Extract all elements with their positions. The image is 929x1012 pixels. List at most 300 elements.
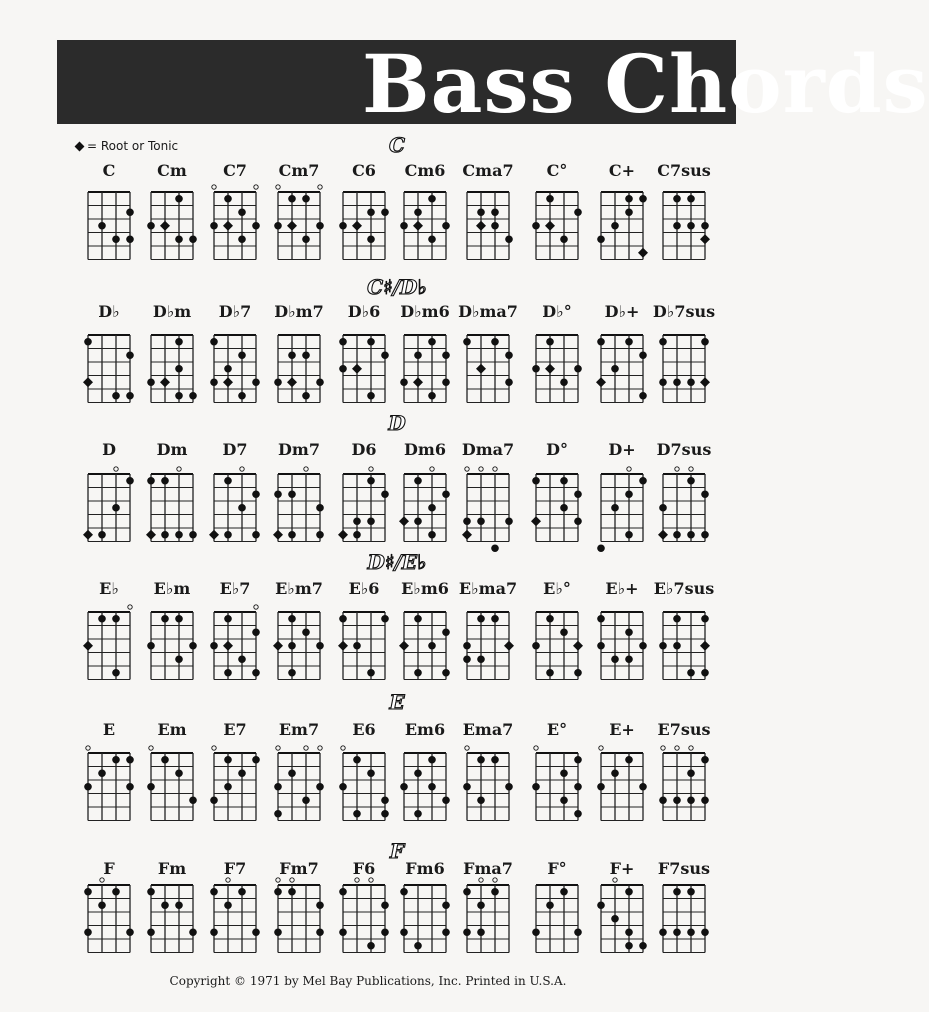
open-string-marker (318, 185, 322, 189)
finger-dot (400, 888, 408, 896)
finger-dot (687, 796, 695, 804)
root-diamond (399, 516, 409, 526)
root-diamond (531, 516, 541, 526)
chord-name: F (103, 859, 115, 878)
chord-name: Fm6 (405, 859, 445, 878)
open-string-marker (341, 746, 345, 750)
chord-diagram (461, 875, 515, 961)
finger-dot (701, 669, 709, 677)
open-string-marker (369, 878, 373, 882)
chord-diagram (595, 325, 649, 411)
finger-dot (491, 222, 499, 230)
root-diamond (273, 530, 283, 540)
finger-dot (339, 338, 347, 346)
chord-name: F+ (609, 859, 635, 878)
chord-name: Cm6 (404, 161, 446, 180)
finger-dot (112, 392, 120, 400)
finger-dot (414, 769, 422, 777)
open-string-marker (254, 185, 258, 189)
finger-dot (224, 756, 232, 764)
chord-diagram (145, 325, 199, 411)
chord-diagram (272, 743, 326, 829)
finger-dot (381, 901, 389, 909)
finger-dot (639, 783, 647, 791)
finger-dot (147, 642, 155, 650)
finger-dot (442, 796, 450, 804)
finger-dot (84, 338, 92, 346)
finger-dot (98, 901, 106, 909)
root-diamond (476, 364, 486, 374)
finger-dot (112, 504, 120, 512)
finger-dot (316, 901, 324, 909)
chord-name: D♭ma7 (458, 302, 518, 321)
chord-diagram (530, 875, 584, 961)
chord-name: E♭6 (348, 579, 380, 598)
chord-name: C° (546, 161, 568, 180)
finger-dot (546, 615, 554, 623)
finger-dot (574, 208, 582, 216)
finger-dot (546, 338, 554, 346)
finger-dot (353, 810, 361, 818)
chord-name: C (102, 161, 116, 180)
chord-name: E♭+ (605, 579, 639, 598)
root-diamond (658, 530, 668, 540)
finger-dot (367, 517, 375, 525)
finger-dot (189, 531, 197, 539)
finger-dot (252, 490, 260, 498)
chord-diagram (82, 875, 136, 961)
finger-dot (560, 378, 568, 386)
open-string-marker (254, 605, 258, 609)
chord-diagram (145, 743, 199, 829)
chord-diagram (337, 875, 391, 961)
chord-name: E7sus (657, 720, 711, 739)
chord-name: D♭+ (604, 302, 640, 321)
finger-dot (400, 928, 408, 936)
chord-diagram (272, 464, 326, 550)
open-string-marker (290, 878, 294, 882)
finger-dot (560, 235, 568, 243)
finger-dot (238, 351, 246, 359)
finger-dot (274, 888, 282, 896)
finger-dot (414, 810, 422, 818)
section-title: D♯/E♭ (367, 550, 427, 574)
finger-dot (161, 901, 169, 909)
open-string-marker (479, 467, 483, 471)
finger-dot (673, 888, 681, 896)
chord-diagram (82, 743, 136, 829)
finger-dot (442, 378, 450, 386)
finger-dot (428, 783, 436, 791)
finger-dot (625, 655, 633, 663)
finger-dot (147, 928, 155, 936)
chord-name: C6 (352, 161, 376, 180)
finger-dot (560, 769, 568, 777)
finger-dot (238, 888, 246, 896)
finger-dot (625, 490, 633, 498)
finger-dot (442, 901, 450, 909)
open-string-marker (240, 467, 244, 471)
finger-dot (274, 928, 282, 936)
open-string-marker (493, 878, 497, 882)
chord-name: E♭7 (219, 579, 251, 598)
open-string-marker (212, 185, 216, 189)
finger-dot (687, 888, 695, 896)
finger-dot (701, 928, 709, 936)
chord-diagram (398, 875, 452, 961)
finger-dot (210, 928, 218, 936)
finger-dot (175, 769, 183, 777)
root-diamond (700, 377, 710, 387)
open-string-marker (479, 878, 483, 882)
finger-dot (574, 669, 582, 677)
open-string-marker (675, 467, 679, 471)
finger-dot (112, 615, 120, 623)
finger-dot (463, 642, 471, 650)
open-string-marker (318, 746, 322, 750)
chord-name: D♭ (98, 302, 120, 321)
finger-dot (238, 769, 246, 777)
finger-dot (274, 222, 282, 230)
finger-dot (288, 888, 296, 896)
finger-dot (477, 208, 485, 216)
chord-diagram (272, 602, 326, 688)
finger-dot (210, 888, 218, 896)
chord-diagram (530, 743, 584, 829)
finger-dot (175, 655, 183, 663)
chord-diagram (461, 464, 515, 550)
chord-name: D♭m (152, 302, 192, 321)
finger-dot (639, 477, 647, 485)
root-diamond-icon (75, 141, 85, 151)
finger-dot (532, 222, 540, 230)
finger-dot (611, 655, 619, 663)
chord-diagram (145, 875, 199, 961)
finger-dot (611, 365, 619, 373)
finger-dot (611, 915, 619, 923)
finger-dot (224, 615, 232, 623)
finger-dot (701, 756, 709, 764)
finger-dot (175, 338, 183, 346)
finger-dot (288, 769, 296, 777)
finger-dot (701, 222, 709, 230)
finger-dot (597, 338, 605, 346)
finger-dot (112, 756, 120, 764)
finger-dot (84, 888, 92, 896)
finger-dot (428, 338, 436, 346)
finger-dot (574, 365, 582, 373)
root-diamond (545, 364, 555, 374)
chord-name: D6 (351, 440, 377, 459)
finger-dot (381, 928, 389, 936)
chord-name: Fm (157, 859, 187, 878)
chord-name: D♭m6 (400, 302, 450, 321)
chord-diagram (337, 464, 391, 550)
finger-dot (238, 235, 246, 243)
finger-dot (532, 928, 540, 936)
root-diamond (83, 530, 93, 540)
finger-dot (491, 756, 499, 764)
chord-diagram (657, 325, 711, 411)
finger-dot (673, 378, 681, 386)
root-diamond (160, 221, 170, 231)
finger-dot (414, 208, 422, 216)
chord-diagram (595, 182, 649, 268)
finger-dot (316, 378, 324, 386)
finger-dot (463, 655, 471, 663)
finger-dot (189, 392, 197, 400)
chord-diagram (595, 743, 649, 829)
finger-dot (477, 615, 485, 623)
finger-dot (597, 901, 605, 909)
finger-dot (252, 756, 260, 764)
finger-dot (126, 928, 134, 936)
chord-name: Cma7 (462, 161, 514, 180)
open-string-marker (675, 746, 679, 750)
finger-dot (210, 642, 218, 650)
finger-dot (687, 531, 695, 539)
chord-name: E° (546, 720, 568, 739)
finger-dot (491, 338, 499, 346)
finger-dot (701, 490, 709, 498)
open-string-marker (149, 746, 153, 750)
root-diamond (413, 377, 423, 387)
finger-dot (442, 490, 450, 498)
finger-dot (560, 504, 568, 512)
chord-name: Em (157, 720, 187, 739)
root-diamond (462, 530, 472, 540)
finger-dot (574, 810, 582, 818)
chord-name: D (102, 440, 116, 459)
finger-dot (400, 783, 408, 791)
finger-dot (367, 942, 375, 950)
chord-diagram (657, 464, 711, 550)
finger-dot (477, 655, 485, 663)
chord-diagram (337, 602, 391, 688)
finger-dot (381, 615, 389, 623)
chord-name: E♭7sus (653, 579, 715, 598)
finger-dot (477, 901, 485, 909)
finger-dot (126, 392, 134, 400)
chord-diagram (657, 743, 711, 829)
finger-dot (288, 195, 296, 203)
finger-dot (210, 378, 218, 386)
finger-dot (491, 888, 499, 896)
finger-dot (161, 756, 169, 764)
chord-diagram (82, 325, 136, 411)
finger-dot (428, 235, 436, 243)
finger-dot (428, 531, 436, 539)
finger-dot (659, 928, 667, 936)
chord-name: E♭ma7 (458, 579, 518, 598)
finger-dot (428, 642, 436, 650)
open-string-marker (355, 878, 359, 882)
open-string-marker (430, 467, 434, 471)
finger-dot (238, 392, 246, 400)
section-title: D (388, 411, 406, 435)
finger-dot (687, 669, 695, 677)
finger-dot (560, 628, 568, 636)
finger-dot (625, 928, 633, 936)
root-diamond (399, 641, 409, 651)
finger-dot (274, 490, 282, 498)
finger-dot (274, 378, 282, 386)
finger-dot (98, 531, 106, 539)
finger-dot (574, 490, 582, 498)
finger-dot (367, 235, 375, 243)
finger-dot (673, 928, 681, 936)
finger-dot (701, 338, 709, 346)
chord-diagram (530, 602, 584, 688)
finger-dot (339, 928, 347, 936)
root-diamond (596, 377, 606, 387)
finger-dot (491, 208, 499, 216)
open-string-marker (689, 467, 693, 471)
finger-dot (625, 888, 633, 896)
finger-dot (84, 783, 92, 791)
chord-diagram (657, 602, 711, 688)
finger-dot (625, 942, 633, 950)
open-string-marker (304, 746, 308, 750)
root-diamond (209, 530, 219, 540)
finger-dot (224, 901, 232, 909)
chord-name: E♭° (543, 579, 571, 598)
open-string-marker (304, 467, 308, 471)
finger-dot (252, 222, 260, 230)
root-diamond (573, 641, 583, 651)
finger-dot (701, 531, 709, 539)
root-diamond (338, 641, 348, 651)
root-diamond (545, 221, 555, 231)
chord-name: Cm7 (278, 161, 320, 180)
root-diamond (287, 377, 297, 387)
finger-dot (98, 222, 106, 230)
chord-diagram (272, 325, 326, 411)
finger-dot (505, 378, 513, 386)
finger-dot (491, 615, 499, 623)
finger-dot (126, 351, 134, 359)
finger-dot (625, 208, 633, 216)
finger-dot (463, 517, 471, 525)
finger-dot (687, 477, 695, 485)
chord-diagram (337, 743, 391, 829)
finger-dot (687, 195, 695, 203)
chord-diagram (208, 464, 262, 550)
finger-dot (339, 783, 347, 791)
open-string-marker (627, 467, 631, 471)
chord-diagram (82, 602, 136, 688)
open-string-marker (177, 467, 181, 471)
finger-dot (367, 208, 375, 216)
finger-dot (353, 517, 361, 525)
finger-dot (126, 235, 134, 243)
finger-dot (339, 222, 347, 230)
open-string-marker (212, 746, 216, 750)
chord-diagram (208, 875, 262, 961)
chord-diagram (398, 743, 452, 829)
finger-dot (210, 338, 218, 346)
finger-dot (428, 392, 436, 400)
chord-name: Ema7 (462, 720, 514, 739)
finger-dot (353, 531, 361, 539)
chord-diagram (208, 182, 262, 268)
finger-dot (316, 531, 324, 539)
finger-dot (161, 477, 169, 485)
chord-name: C+ (608, 161, 636, 180)
finger-dot (175, 195, 183, 203)
finger-dot (126, 208, 134, 216)
finger-dot (560, 477, 568, 485)
finger-dot (701, 615, 709, 623)
chord-name: Dm7 (278, 440, 320, 459)
chord-name: D♭7 (218, 302, 252, 321)
finger-dot (414, 351, 422, 359)
chord-diagram (398, 464, 452, 550)
chord-name: E (102, 720, 116, 739)
root-diamond (223, 377, 233, 387)
finger-dot (189, 642, 197, 650)
finger-dot (659, 642, 667, 650)
root-diamond (223, 641, 233, 651)
chord-name: D° (546, 440, 568, 459)
finger-dot (112, 888, 120, 896)
finger-dot (574, 756, 582, 764)
legend (76, 139, 178, 153)
finger-dot (428, 195, 436, 203)
chord-name: Dm6 (404, 440, 446, 459)
copyright-line: Copyright © 1971 by Mel Bay Publications, Inc. Printed in U.S.A. (169, 974, 567, 988)
finger-dot (532, 642, 540, 650)
chord-name: E7 (223, 720, 247, 739)
finger-dot (252, 928, 260, 936)
finger-dot (463, 928, 471, 936)
chord-diagram (208, 743, 262, 829)
open-string-marker (226, 878, 230, 882)
chord-name: Dm (156, 440, 188, 459)
finger-dot (175, 235, 183, 243)
finger-dot (639, 392, 647, 400)
section-title: E (389, 690, 405, 714)
chord-name: Cm (157, 161, 187, 180)
finger-dot (597, 642, 605, 650)
finger-dot (381, 490, 389, 498)
finger-dot (210, 222, 218, 230)
chord-name: F7 (223, 859, 247, 878)
open-string-marker (114, 467, 118, 471)
finger-dot (302, 235, 310, 243)
finger-dot (505, 517, 513, 525)
finger-dot (673, 615, 681, 623)
finger-dot (463, 783, 471, 791)
finger-dot (288, 615, 296, 623)
finger-dot (302, 195, 310, 203)
open-string-marker (276, 878, 280, 882)
chord-diagram (272, 875, 326, 961)
finger-dot (560, 796, 568, 804)
finger-dot (532, 477, 540, 485)
finger-dot (463, 888, 471, 896)
finger-dot (339, 888, 347, 896)
finger-dot (381, 351, 389, 359)
finger-dot (288, 351, 296, 359)
finger-dot (147, 222, 155, 230)
chord-name: F7sus (657, 859, 711, 878)
finger-dot (224, 669, 232, 677)
open-string-marker (100, 878, 104, 882)
open-string-marker (128, 605, 132, 609)
finger-dot (339, 615, 347, 623)
finger-dot (126, 477, 134, 485)
